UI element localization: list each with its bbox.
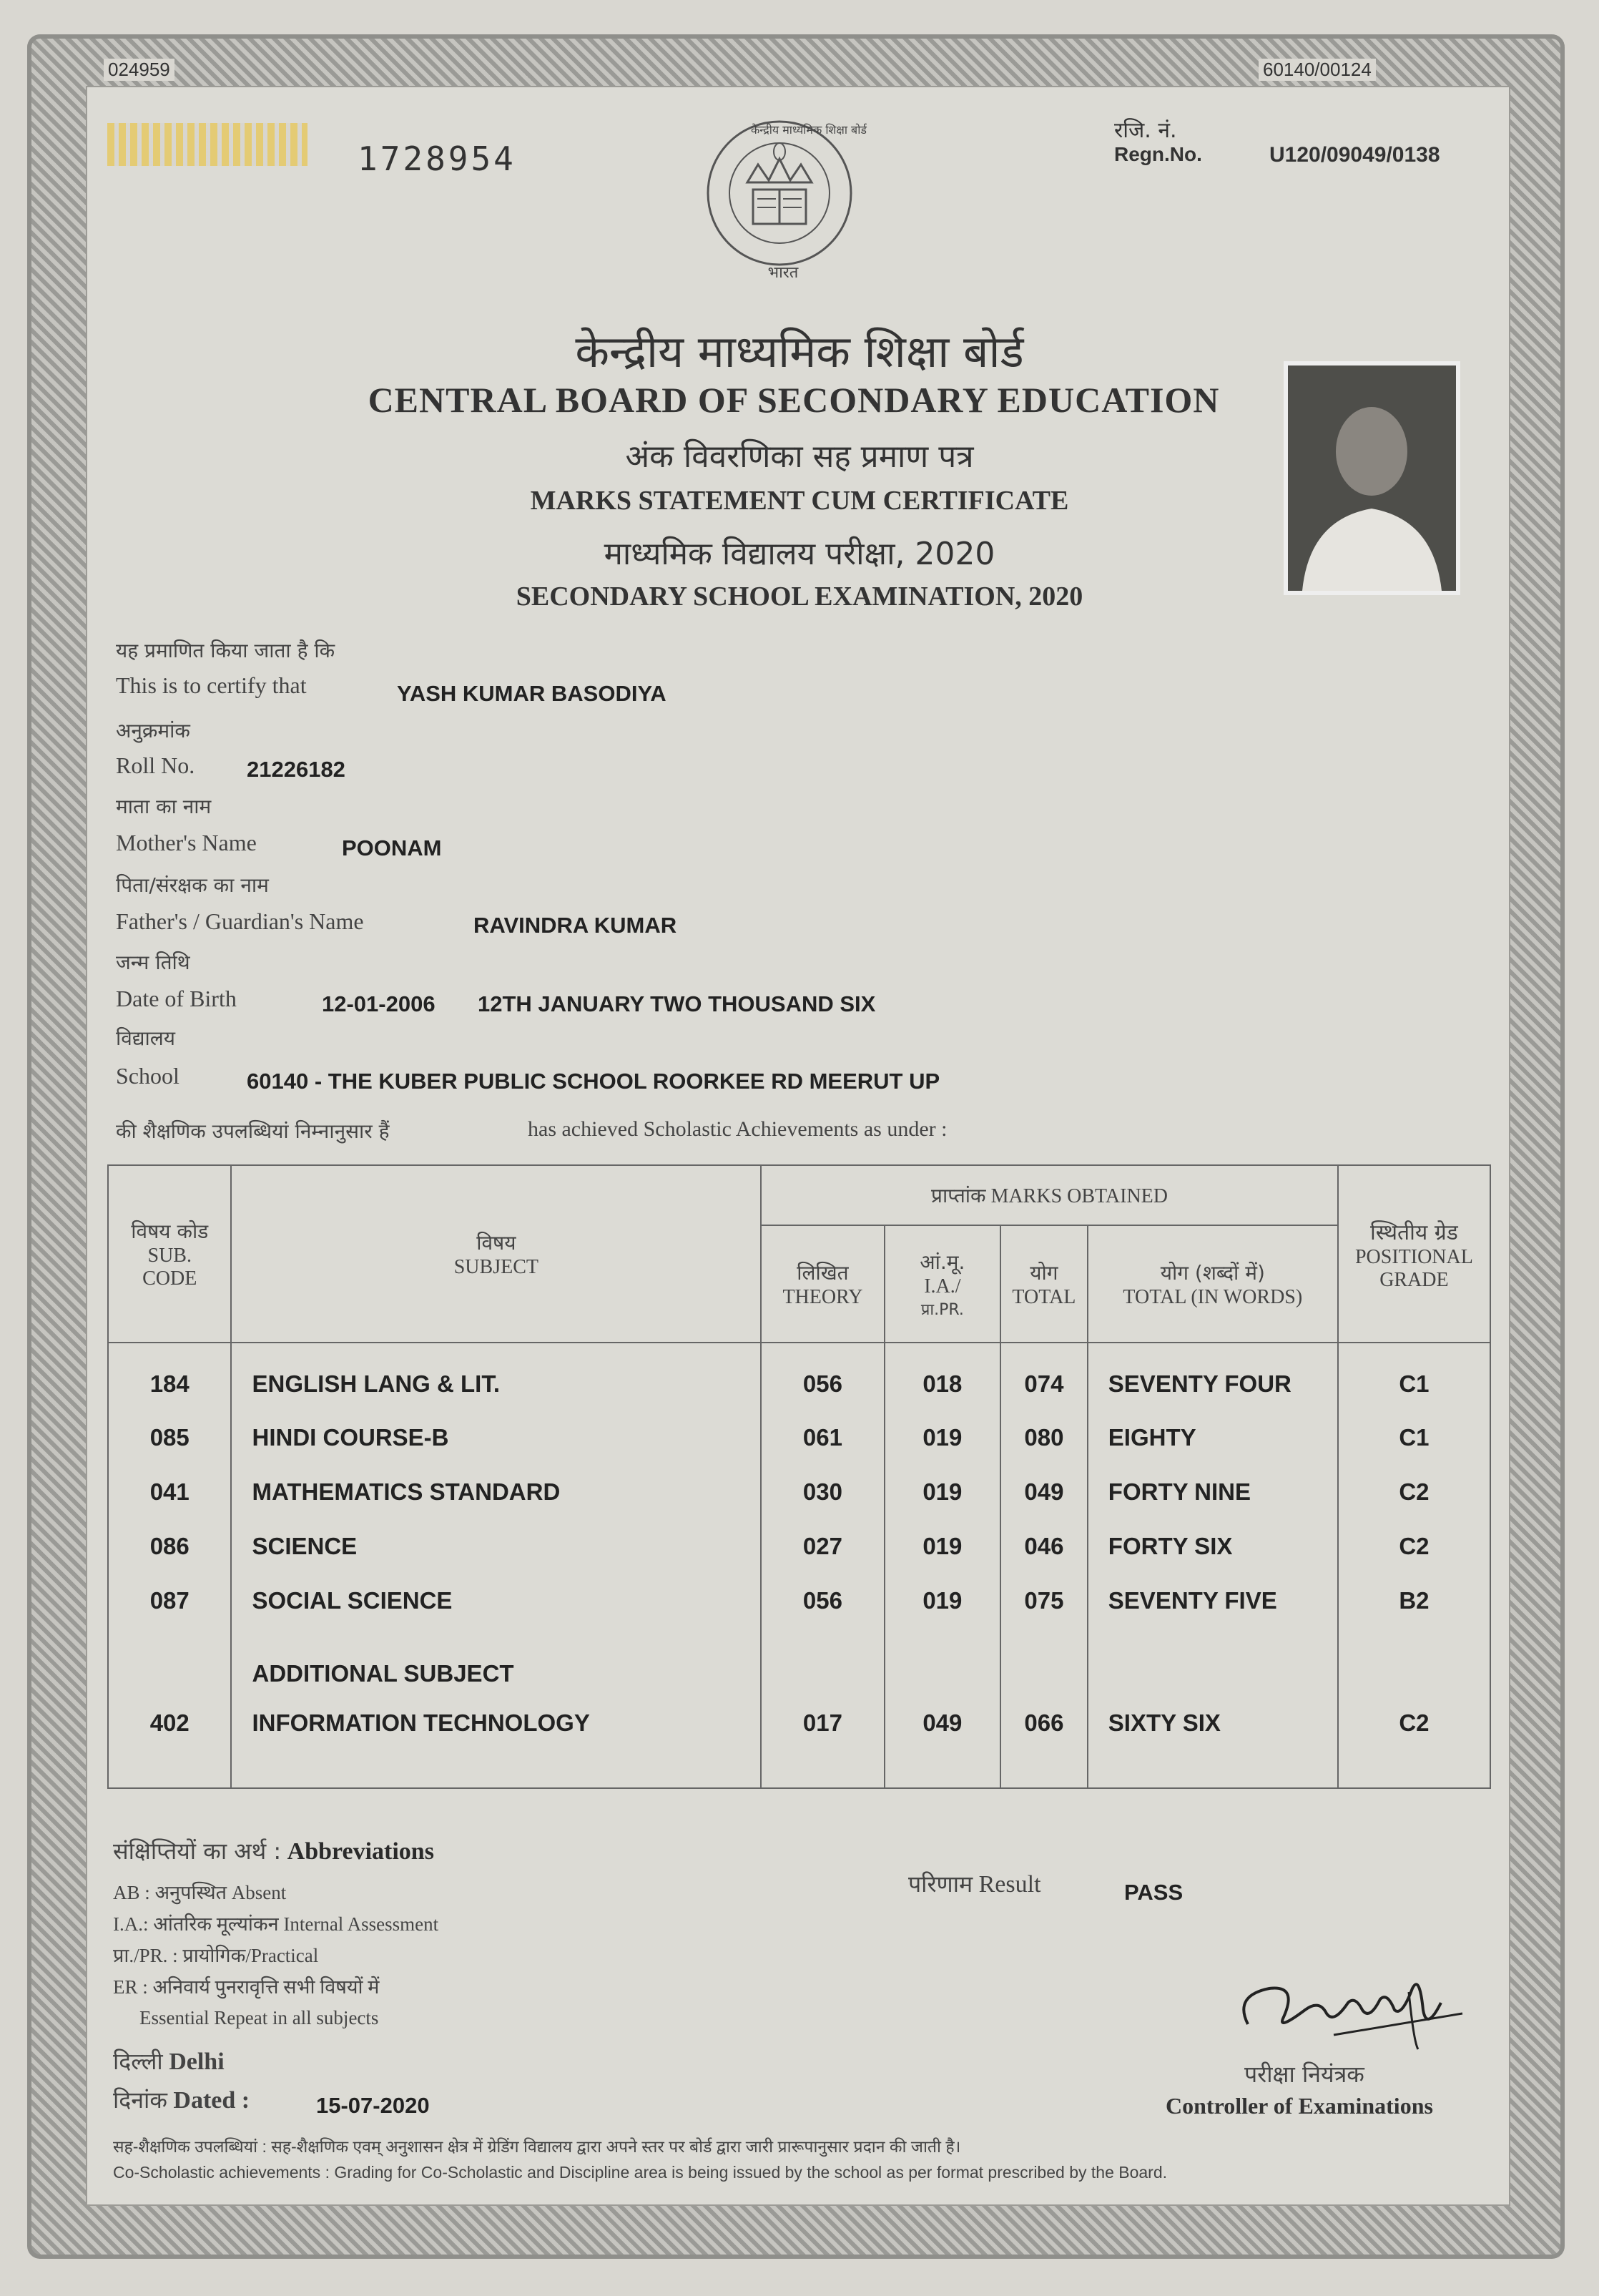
abbr-essential-repeat: ER : अनिवार्य पुनरावृत्ति सभी विषयों में — [113, 1976, 380, 1998]
total-words: FORTY NINE — [1088, 1466, 1338, 1520]
empty-cell — [885, 1629, 1000, 1688]
header-total: योग TOTAL — [1000, 1225, 1088, 1343]
abbr-practical: प्रा./PR. : प्रायोगिक/Practical — [113, 1945, 319, 1966]
subject-name: MATHEMATICS STANDARD — [231, 1466, 761, 1520]
grade: C1 — [1338, 1411, 1490, 1466]
subject-row — [108, 1466, 1490, 1520]
theory-marks: 027 — [761, 1520, 884, 1574]
result-label: परिणाम Result — [908, 1870, 1041, 1898]
regn-number: U120/09049/0138 — [1269, 143, 1440, 167]
ia-marks: 019 — [885, 1466, 1000, 1520]
sub-code: 402 — [108, 1688, 231, 1788]
achieved-label-hindi: की शैक्षणिक उपलब्धियां निम्नानुसार हैं — [116, 1119, 390, 1143]
ia-marks: 018 — [885, 1343, 1000, 1411]
exam-title-hindi: माध्यमिक विद्यालय परीक्षा, 2020 — [604, 536, 995, 572]
father-label-hindi: पिता/संरक्षक का नाम — [116, 873, 269, 897]
total-marks: 066 — [1000, 1688, 1088, 1788]
theory-marks: 056 — [761, 1343, 884, 1411]
sub-code: 087 — [108, 1574, 231, 1629]
header-theory: लिखित THEORY — [761, 1225, 884, 1343]
school-label-hindi: विद्यालय — [116, 1026, 175, 1050]
subject-row — [108, 1520, 1490, 1574]
grade: C2 — [1338, 1466, 1490, 1520]
additional-subject-row — [108, 1688, 1490, 1788]
abbreviations-heading: संक्षिप्तियों का अर्थ : Abbreviations — [113, 1838, 434, 1865]
header-grade: स्थितीय ग्रेड POSITIONAL GRADE — [1338, 1165, 1490, 1343]
grade: B2 — [1338, 1574, 1490, 1629]
ia-marks: 019 — [885, 1520, 1000, 1574]
empty-cell — [108, 1629, 231, 1688]
header-subject: विषय SUBJECT — [231, 1165, 761, 1343]
document-title: MARKS STATEMENT CUM CERTIFICATE — [530, 486, 1069, 516]
controller-title-hindi: परीक्षा नियंत्रक — [1244, 2061, 1364, 2088]
grade: C1 — [1338, 1343, 1490, 1411]
empty-cell — [1338, 1629, 1490, 1688]
theory-marks: 061 — [761, 1411, 884, 1466]
footer-note: Co-Scholastic achievements : Grading for Co-Scholastic and Discipline area is being issued by the school as per format prescribed by the Board. — [113, 2163, 1168, 2182]
place: दिल्ली Delhi — [113, 2048, 225, 2075]
subject-row — [108, 1574, 1490, 1629]
regn-label-hi: रजि. नं. — [1114, 118, 1177, 143]
total-words: SIXTY SIX — [1088, 1688, 1338, 1788]
exam-title: SECONDARY SCHOOL EXAMINATION, 2020 — [516, 582, 1083, 612]
roll-label: Roll No. — [116, 752, 195, 778]
mother-name: POONAM — [342, 835, 442, 860]
empty-cell — [1000, 1629, 1088, 1688]
abbr-internal-assessment: I.A.: आंतरिक मूल्यांकन Internal Assessment — [113, 1913, 439, 1935]
grade: C2 — [1338, 1688, 1490, 1788]
theory-marks: 056 — [761, 1574, 884, 1629]
certify-label: This is to certify that — [116, 672, 307, 698]
serial-left: 024959 — [104, 59, 174, 81]
issue-date: 15-07-2020 — [316, 2093, 430, 2118]
total-marks: 080 — [1000, 1411, 1088, 1466]
ia-marks: 049 — [885, 1688, 1000, 1788]
theory-marks: 017 — [761, 1688, 884, 1788]
sub-code: 184 — [108, 1343, 231, 1411]
subject-row — [108, 1411, 1490, 1466]
header-total-words: योग (शब्दों में) TOTAL (IN WORDS) — [1088, 1225, 1338, 1343]
ia-marks: 019 — [885, 1574, 1000, 1629]
father-label: Father's / Guardian's Name — [116, 908, 364, 934]
header-marks-obtained: प्राप्तांक MARKS OBTAINED — [761, 1165, 1338, 1225]
additional-subject-heading: ADDITIONAL SUBJECT — [231, 1629, 761, 1688]
subject-name: ENGLISH LANG & LIT. — [231, 1343, 761, 1411]
seal-text-top: केन्द्रीय माध्यमिक शिक्षा बोर्ड — [751, 123, 867, 137]
total-marks: 049 — [1000, 1466, 1088, 1520]
header-sub-code: विषय कोड SUB. CODE — [108, 1165, 231, 1343]
roll-number: 21226182 — [247, 757, 345, 782]
sub-code: 086 — [108, 1520, 231, 1574]
board-title: CENTRAL BOARD OF SECONDARY EDUCATION — [368, 380, 1220, 420]
grade: C2 — [1338, 1520, 1490, 1574]
security-hologram — [107, 123, 308, 166]
student-photo — [1284, 361, 1460, 595]
dob-value: 12-01-2006 — [322, 991, 436, 1016]
regn-label-en: Regn.No. — [1114, 143, 1202, 165]
total-words: SEVENTY FOUR — [1088, 1343, 1338, 1411]
subject-name: SOCIAL SCIENCE — [231, 1574, 761, 1629]
achieved-label: has achieved Scholastic Achievements as under : — [528, 1117, 948, 1141]
controller-title: Controller of Examinations — [1166, 2093, 1433, 2119]
theory-marks: 030 — [761, 1466, 884, 1520]
dated-label: दिनांक Dated : — [113, 2086, 250, 2114]
subject-name: SCIENCE — [231, 1520, 761, 1574]
dob-label-hindi: जन्म तिथि — [116, 951, 190, 974]
school-label: School — [116, 1063, 179, 1089]
board-title-hindi: केन्द्रीय माध्यमिक शिक्षा बोर्ड — [575, 325, 1024, 378]
abbr-essential-repeat-en: Essential Repeat in all subjects — [139, 2007, 379, 2028]
signature-icon — [1226, 1960, 1470, 2053]
result-value: PASS — [1124, 1880, 1184, 1905]
additional-subject-heading-row — [108, 1629, 1490, 1688]
subject-name: INFORMATION TECHNOLOGY — [231, 1688, 761, 1788]
footer-note-hindi: सह-शैक्षणिक उपलब्धियां : सह-शैक्षणिक एवम् अनुशासन क्षेत्र में ग्रेडिंग विद्यालय द्वारा अपने स्तर पर बोर्ड द्वारा जारी प्रारूपानुसार प्रदान की जाती है। — [113, 2137, 961, 2156]
mother-label-hindi: माता का नाम — [116, 795, 212, 818]
total-marks: 075 — [1000, 1574, 1088, 1629]
school-name: 60140 - THE KUBER PUBLIC SCHOOL ROORKEE RD MEERUT UP — [247, 1069, 940, 1094]
ia-marks: 019 — [885, 1411, 1000, 1466]
sub-code: 085 — [108, 1411, 231, 1466]
marks-table — [107, 1164, 1491, 1789]
header-ia: आं.मू. I.A./ प्रा.PR. — [885, 1225, 1000, 1343]
certify-label-hindi: यह प्रमाणित किया जाता है कि — [116, 639, 335, 662]
seal-text-bottom: भारत — [767, 264, 799, 282]
empty-cell — [761, 1629, 884, 1688]
certificate-number: 1728954 — [358, 139, 516, 178]
serial-right: 60140/00124 — [1259, 59, 1376, 81]
total-marks: 074 — [1000, 1343, 1088, 1411]
total-words: FORTY SIX — [1088, 1520, 1338, 1574]
subject-row — [108, 1343, 1490, 1411]
subject-name: HINDI COURSE-B — [231, 1411, 761, 1466]
dob-in-words: 12TH JANUARY TWO THOUSAND SIX — [478, 991, 876, 1016]
sub-code: 041 — [108, 1466, 231, 1520]
total-marks: 046 — [1000, 1520, 1088, 1574]
father-name: RAVINDRA KUMAR — [473, 913, 677, 938]
roll-label-hindi: अनुक्रमांक — [116, 719, 190, 742]
dob-label: Date of Birth — [116, 986, 237, 1011]
student-name: YASH KUMAR BASODIYA — [397, 681, 666, 706]
empty-cell — [1088, 1629, 1338, 1688]
total-words: EIGHTY — [1088, 1411, 1338, 1466]
abbr-absent: AB : अनुपस्थित Absent — [113, 1882, 287, 1903]
mother-label: Mother's Name — [116, 830, 257, 855]
total-words: SEVENTY FIVE — [1088, 1574, 1338, 1629]
document-title-hindi: अंक विवरणिका सह प्रमाण पत्र — [625, 438, 974, 475]
